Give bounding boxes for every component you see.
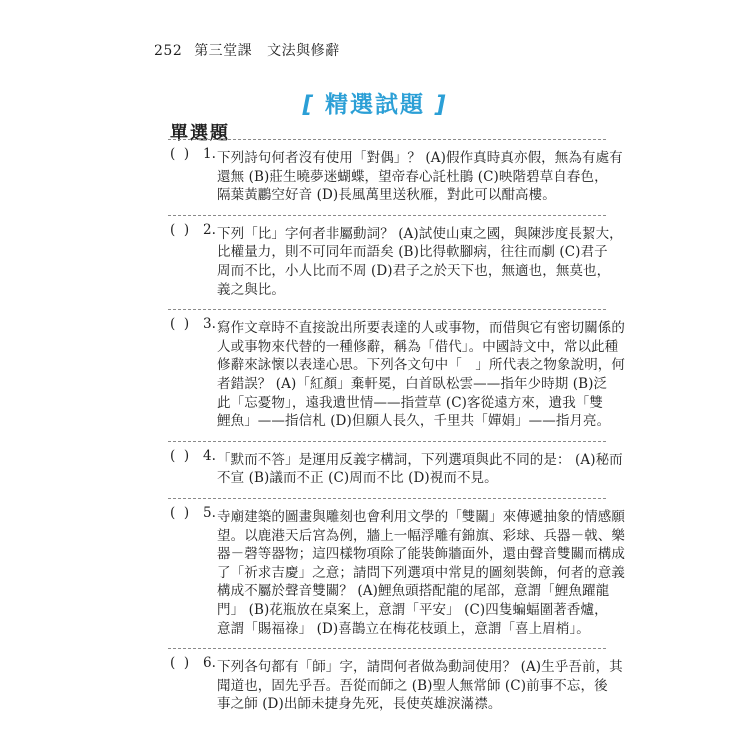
question-text-line: 門」 (B)花瓶放在桌案上，意謂「平安」 (C)四隻蝙蝠圍著香爐， (217, 602, 608, 618)
question-separator (168, 441, 606, 442)
question-text-line: 寫作文章時不直接說出所要表達的人或事物，而借與它有密切關係的 (217, 320, 625, 337)
question-number: 4. (203, 447, 216, 464)
answer-blank[interactable]: ( ) (170, 146, 190, 162)
answer-blank[interactable]: ( ) (170, 221, 190, 238)
question-separator (168, 648, 606, 649)
question-text-line: 下列「比」字何者非屬動詞？ (A)試使山東之國，與陳涉度長絜大， (217, 225, 623, 242)
question-number: 6. (203, 655, 216, 672)
question-text-line: 意謂「賜福祿」 (D)喜鵲立在梅花枝頭上，意謂「喜上眉梢」。 (217, 620, 590, 637)
question-number: 5. (203, 505, 216, 521)
question-text-line: 人或事物來代替的一種修辭，稱為「借代」。中國詩文中，常以此種 (217, 338, 619, 355)
answer-blank[interactable]: ( ) (170, 505, 190, 521)
question-text-line: 下列詩句何者沒有使用「對偶」？ (A)假作真時真亦假，無為有處有 (217, 150, 623, 166)
question-text-line: 周而不比，小人比而不周 (D)君子之於天下也，無適也，無莫也， (217, 263, 611, 279)
question-separator (168, 215, 606, 216)
question-text-line: 了「祈求吉慶」之意；請問下列選項中常見的圖刻裝飾，何者的意義 (217, 564, 625, 581)
question-text-line: 下列各句都有「師」字，請問何者做為動詞使用？ (A)生乎吾前，其 (217, 659, 623, 676)
answer-blank[interactable]: ( ) (170, 655, 190, 672)
question-text-line: 鯉魚」——指信札 (D)但願人長久，千里共「嬋娟」——指月亮。 (217, 413, 611, 430)
banner-right-bracket: ] (435, 92, 448, 118)
question-separator (168, 139, 606, 140)
question-text-line: 構成不屬於聲音雙關？ (A)鯉魚頭搭配龍的尾部，意謂「鯉魚躍龍 (217, 583, 610, 600)
question-text-line: 還無 (B)莊生曉夢迷蝴蝶，望帝春心託杜鵑 (C)映階碧草自春色， (217, 168, 608, 185)
question-separator (168, 498, 606, 499)
question-text-line: 義之與比。 (217, 281, 285, 298)
chapter-subtitle: 文法與修辭 (267, 43, 340, 59)
answer-blank[interactable]: ( ) (170, 447, 190, 464)
question-text-line: 聞道也，固先乎吾。吾從而師之 (B)聖人無常師 (C)前事不忘，後 (217, 677, 608, 694)
question-number: 3. (203, 316, 216, 333)
answer-blank[interactable]: ( ) (170, 316, 190, 333)
question-text-line: 望。以鹿港天后宮為例，牆上一幅浮雕有錦旗、彩球、兵器－戟、樂 (217, 527, 625, 544)
question-number: 1. (203, 146, 216, 162)
banner-title: 精選試題 (325, 92, 425, 118)
question-text-line: 事之師 (D)出師未捷身先死，長使英雄淚滿襟。 (217, 696, 502, 713)
question-text-line: 比權量力，則不可同年而語矣 (B)比得軟腳病，往往而劇 (C)君子 (217, 244, 608, 261)
question-text-line: 者錯誤？ (A)「紅顏」棄軒冕，白首臥松雲——指年少時期 (B)泛 (217, 376, 608, 392)
question-text-line: 器－磬等器物；這四樣物項除了能裝飾牆面外，還由聲音雙關而構成 (217, 546, 625, 563)
page-number: 252 (154, 43, 183, 59)
question-text-line: 不宣 (B)議而不正 (C)周而不比 (D)視而不見。 (217, 470, 498, 487)
question-text-line: 修辭來詠懷以表達心思。下列各文句中「 」所代表之物象說明，何 (217, 357, 625, 374)
section-banner (0, 86, 750, 119)
chapter-label: 第三堂課 (194, 43, 253, 59)
running-head (154, 40, 340, 60)
question-text-line: 此「忘憂物」，遠我遺世情——指萱草 (C)客從遠方來，遺我「雙 (217, 394, 604, 411)
question-number: 2. (203, 221, 216, 238)
banner-left-bracket: [ (302, 92, 315, 118)
question-text-line: 隔葉黃鸝空好音 (D)長風萬里送秋雁，對此可以酣高樓。 (217, 187, 556, 204)
question-text-line: 「默而不答」是運用反義字構詞，下列選項與此不同的是： (A)秘而 (217, 451, 623, 468)
question-separator (168, 309, 606, 310)
question-text-line: 寺廟建築的圖畫與雕刻也會利用文學的「雙關」來傳遞抽象的情感願 (217, 509, 625, 525)
section-title: 單選題 (170, 123, 230, 144)
